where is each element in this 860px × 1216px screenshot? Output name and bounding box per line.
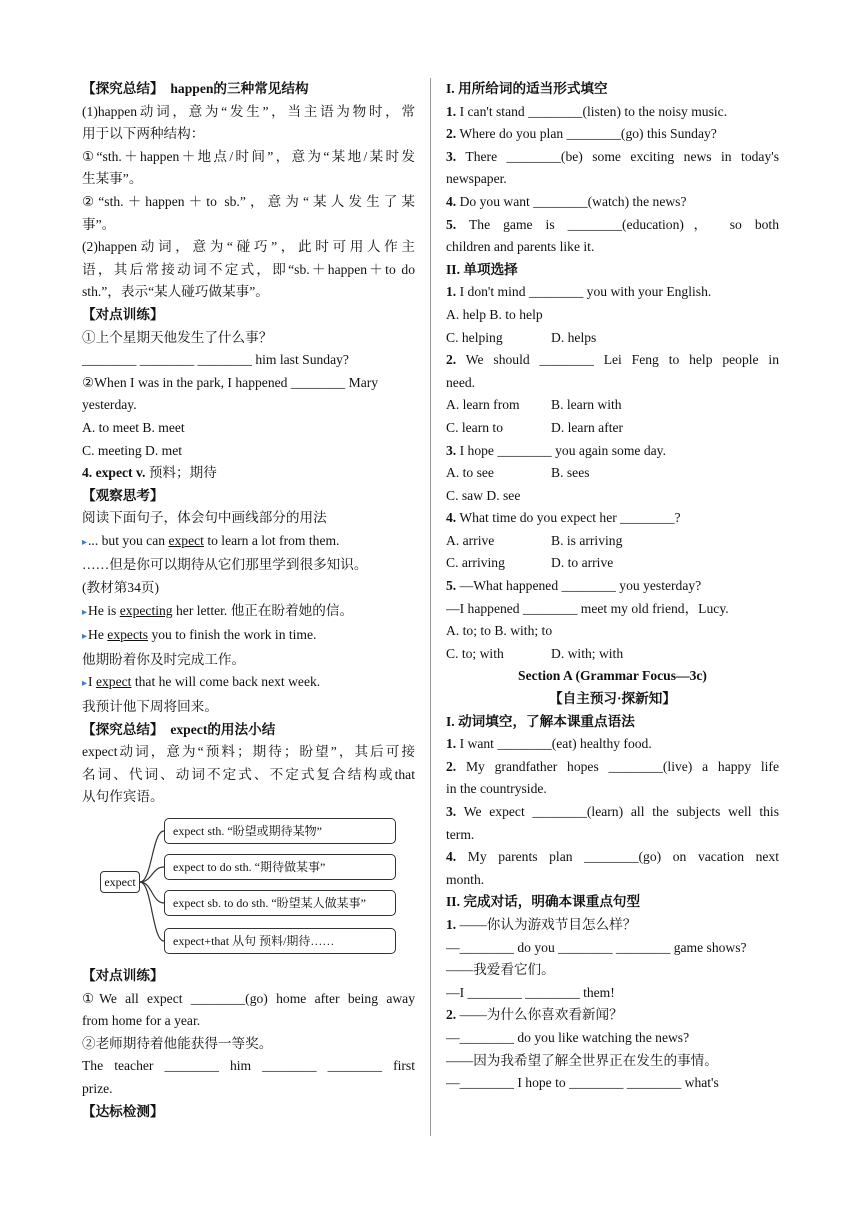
- question-line: [446, 440, 779, 463]
- question-line: [446, 123, 779, 146]
- exercise-heading: I. 用所给词的适当形式填空: [446, 81, 608, 96]
- left-column: [82, 78, 415, 1123]
- text-line: 事”。: [82, 216, 116, 232]
- text-line: ……但是你可以期待从它们那里学到很多知识。: [82, 557, 368, 573]
- text-line: 名词、代词、动词不定式、不定式复合结构或that: [82, 766, 415, 782]
- question-number: 2.: [446, 1007, 457, 1023]
- underlined-word: expect: [95, 674, 132, 690]
- underlined-word: expects: [107, 627, 149, 643]
- option: D. helps: [551, 329, 597, 345]
- question-line: [446, 191, 779, 214]
- exercise-heading: I. 动词填空，了解本课重点语法: [446, 713, 635, 729]
- test-heading: 【达标检测】: [82, 1103, 164, 1119]
- example-text: I: [88, 674, 96, 690]
- diagram-branch-node: expect to do sth. “期待做某事”: [164, 854, 396, 880]
- example-text: He is: [88, 602, 120, 618]
- text-line: 用于以下两种结构：: [82, 126, 205, 142]
- option-line: [446, 394, 779, 417]
- diagram-branch-node: expect sb. to do sth. “盼望某人做某事”: [164, 890, 396, 916]
- question-line: [446, 914, 779, 937]
- exercise-heading: II. 完成对话，明确本课重点句型: [446, 894, 641, 910]
- question-line: [446, 101, 779, 124]
- diagram-root-node: expect: [100, 871, 140, 893]
- question-number: 4.: [446, 510, 457, 526]
- option: D. with; with: [551, 645, 624, 661]
- example-sentence: [82, 671, 415, 696]
- question-text: My parents plan ________(go) on vacation next: [456, 849, 779, 865]
- option-line: [446, 530, 779, 553]
- text-line: from home for a year.: [82, 1013, 201, 1029]
- example-text: to learn a lot from them.: [203, 532, 340, 548]
- practice-heading: 【对点训练】: [82, 968, 164, 983]
- example-text: her letter. 他正在盼着她的信。: [172, 602, 354, 618]
- text-line: yesterday.: [82, 397, 137, 413]
- text-line: ——因为我希望了解全世界正在发生的事情。: [446, 1052, 718, 1068]
- underlined-word: expect: [168, 532, 204, 548]
- question-text: There ________(be) some exciting news in today's: [456, 148, 779, 164]
- question-line: [446, 349, 779, 372]
- bullet-arrow-icon: ▸: [82, 631, 88, 643]
- question-number: 5.: [446, 578, 457, 594]
- option-line: A. to meet B. meet: [82, 419, 185, 435]
- question-line: [446, 846, 779, 869]
- question-text: Where do you plan ________(go) this Sunday?: [456, 126, 717, 142]
- option-line: [446, 417, 779, 440]
- text-line: (2)happen动词，意为“碰巧”，此时可用人作主: [82, 239, 415, 255]
- option: C. learn to: [446, 419, 504, 435]
- question-number: 5.: [446, 216, 457, 232]
- example-text: that he will come back next week.: [131, 674, 321, 690]
- question-number: 3.: [446, 442, 457, 458]
- question-text: ——为什么你喜欢看新闻？: [456, 1007, 623, 1023]
- option: A. arrive: [446, 532, 495, 548]
- text-line: newspaper.: [446, 171, 507, 187]
- text-line: sth.”，表示“某人碰巧做某事”。: [82, 284, 269, 300]
- question-line: [446, 756, 779, 779]
- option: B. learn with: [551, 397, 622, 413]
- fill-blank-line: —________ do you ________ ________ game shows?: [446, 939, 747, 955]
- option: C. to; with: [446, 645, 504, 661]
- option: D. learn after: [551, 419, 624, 435]
- section-title: Section A (Grammar Focus—3c): [518, 668, 707, 684]
- text-line: 生某事”。: [82, 171, 143, 187]
- option-line: C. saw D. see: [446, 487, 521, 503]
- text-line: (1)happen动词，意为“发生”，当主语为物时，常: [82, 103, 415, 119]
- question-line: ①We all expect ________(go) home after being away: [82, 990, 415, 1006]
- question-number: 2.: [446, 126, 457, 142]
- option-line: A. to; to B. with; to: [446, 623, 553, 639]
- question-line: [446, 575, 779, 598]
- option: B. sees: [551, 465, 590, 481]
- question-line: [446, 733, 779, 756]
- option-line: [446, 327, 779, 350]
- example-text: you to finish the work in time.: [148, 627, 317, 643]
- text-line: ①“sth.＋happen＋地点/时间”，意为“某地/某时发: [82, 148, 415, 164]
- text-line: in the countryside.: [446, 781, 547, 797]
- example-sentence: [82, 600, 415, 625]
- fill-blank-line: —I ________ ________ them!: [446, 984, 615, 1000]
- question-number: 1.: [446, 736, 457, 752]
- question-text: I hope ________ you again some day.: [456, 442, 666, 458]
- practice-heading: 【对点训练】: [82, 306, 164, 322]
- bullet-arrow-icon: ▸: [82, 606, 88, 618]
- text-line: month.: [446, 871, 485, 887]
- example-text: He: [88, 627, 108, 643]
- example-sentence: [82, 624, 415, 649]
- column-divider: [430, 78, 431, 1136]
- preview-heading: 【自主预习·探新知】: [549, 691, 676, 707]
- question-number: 4.: [446, 849, 457, 865]
- question-number: 1.: [446, 916, 457, 932]
- option: A. learn from: [446, 397, 520, 413]
- text-line: 从句作宾语。: [82, 789, 164, 805]
- fill-blank-line: ________ ________ ________ him last Sunday?: [82, 352, 349, 368]
- question-line: ②When I was in the park, I happened ________ Mary: [82, 374, 379, 390]
- question-text: Do you want ________(watch) the news?: [456, 193, 687, 209]
- question-number: 1.: [446, 284, 457, 300]
- example-text: ... but you can: [88, 532, 169, 548]
- text-line: expect动词，意为“预料；期待；盼望”，其后可接: [82, 744, 415, 760]
- text-line: ②老师期待着他能获得一等奖。: [82, 1035, 273, 1051]
- expect-heading-term: 4. expect v.: [82, 465, 146, 481]
- summary-heading-expect: 【探究总结】 expect的用法小结: [82, 721, 276, 737]
- question-text: —What happened ________ you yesterday?: [456, 578, 702, 594]
- text-line: ②“sth.＋happen＋to sb.”，意为“某人发生了某: [82, 193, 415, 209]
- question-number: 1.: [446, 103, 457, 119]
- bullet-arrow-icon: ▸: [82, 536, 88, 548]
- question-number: 3.: [446, 804, 457, 819]
- option-line: [446, 462, 779, 485]
- text-line: —I happened ________ meet my old friend，Lucy.: [446, 600, 729, 616]
- diagram-branch-node: expect+that 从句 预料/期待……: [164, 928, 396, 954]
- section-heading-expect: [82, 462, 415, 485]
- question-text: My grandfather hopes ________(live) a happy life: [456, 758, 779, 774]
- question-text: I want ________(eat) healthy food.: [456, 736, 652, 752]
- question-text: We expect ________(learn) all the subjects well this: [456, 804, 779, 819]
- question-line: [446, 146, 779, 169]
- text-line: ①上个星期天他发生了什么事？: [82, 329, 273, 345]
- option: B. is arriving: [551, 532, 623, 548]
- expect-usage-diagram: [82, 811, 415, 961]
- question-line: [446, 281, 779, 304]
- option-line: [446, 643, 779, 666]
- question-text: I don't mind ________ you with your English.: [456, 284, 712, 300]
- option: C. arriving: [446, 555, 505, 571]
- underlined-word: expecting: [119, 602, 173, 618]
- question-line: [446, 1004, 779, 1027]
- expect-heading-meaning: 预料；期待: [145, 465, 217, 481]
- example-sentence: [82, 530, 415, 555]
- question-text: What time do you expect her ________?: [456, 510, 681, 526]
- summary-heading-happen: 【探究总结】 happen的三种常见结构: [82, 81, 309, 96]
- question-text: We should ________ Lei Feng to help people in: [456, 352, 779, 368]
- question-number: 2.: [446, 758, 457, 774]
- text-line: term.: [446, 826, 475, 842]
- text-line: 他期盼着你及时完成工作。: [82, 651, 246, 667]
- question-number: 2.: [446, 352, 457, 368]
- option: D. to arrive: [551, 555, 614, 571]
- fill-blank-line: —________ do you like watching the news?: [446, 1029, 690, 1045]
- text-line: ——我爱看它们。: [446, 962, 555, 978]
- exercise-heading: II. 单项选择: [446, 261, 518, 277]
- question-line: [446, 214, 779, 237]
- question-text: The game is ________(education)， so both: [456, 216, 779, 232]
- question-line: [446, 507, 779, 530]
- diagram-branch-node: expect sth. “盼望或期待某物”: [164, 818, 396, 844]
- text-line: children and parents like it.: [446, 239, 595, 255]
- fill-blank-line: —________ I hope to ________ ________ what's: [446, 1075, 719, 1091]
- right-column: [446, 78, 779, 1095]
- option: C. helping: [446, 329, 503, 345]
- observe-heading: 【观察思考】: [82, 487, 164, 503]
- text-line: 阅读下面句子，体会句中画线部分的用法: [82, 510, 327, 526]
- fill-blank-line: The teacher ________ him ________ ________ first: [82, 1058, 415, 1074]
- question-number: 3.: [446, 148, 457, 164]
- option-line: A. help B. to help: [446, 306, 543, 322]
- text-line: 我预计他下周将回来。: [82, 699, 218, 715]
- text-line: (教材第34页): [82, 580, 160, 596]
- question-line: [446, 801, 779, 824]
- text-line: prize.: [82, 1080, 113, 1096]
- question-number: 4.: [446, 193, 457, 209]
- option-line: [446, 552, 779, 575]
- option: A. to see: [446, 465, 494, 481]
- text-line: 语，其后常接动词不定式，即“sb.＋happen＋to do: [82, 261, 415, 277]
- option-line: C. meeting D. met: [82, 442, 183, 458]
- question-text: ——你认为游戏节目怎么样？: [456, 916, 637, 932]
- text-line: need.: [446, 374, 476, 390]
- question-text: I can't stand ________(listen) to the noisy music.: [456, 103, 728, 119]
- bullet-arrow-icon: ▸: [82, 678, 88, 690]
